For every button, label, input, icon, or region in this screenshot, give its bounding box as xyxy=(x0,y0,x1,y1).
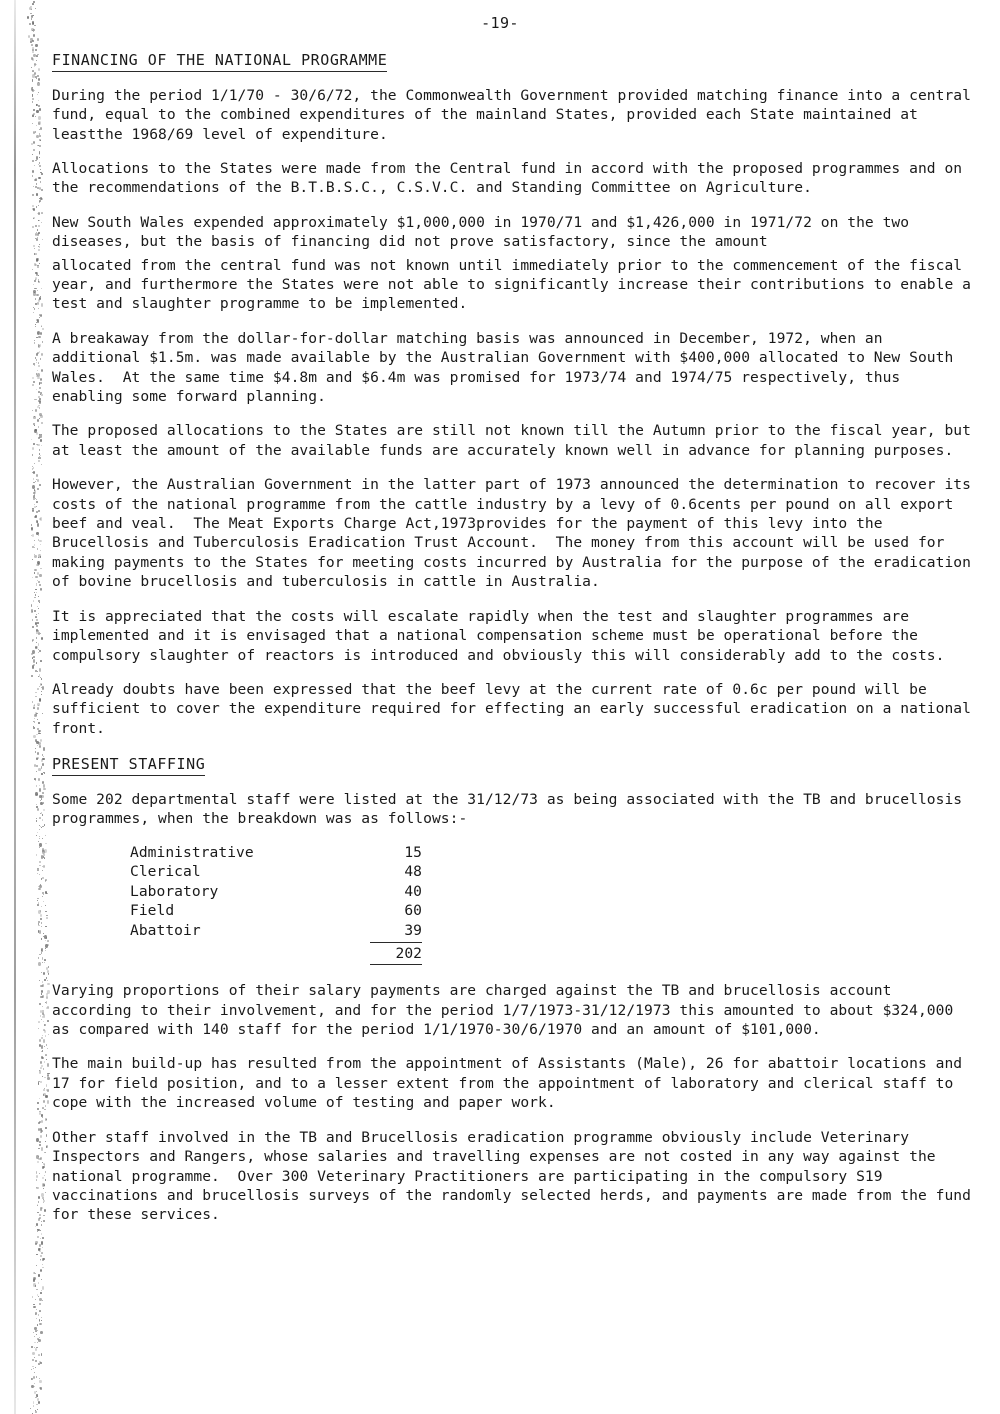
staff-count: 48 xyxy=(404,863,422,881)
paragraph-financing-8: It is appreciated that the costs will escalate rapidly when the test and slaughter programmes are implemented and it is envisaged that a national compensation scheme must be operational before the compulsory slaughter of reactors is introduced and obviously this will considerably add to the costs. xyxy=(52,607,945,664)
paragraph-financing-9: Already doubts have been expressed that the beef levy at the current rate of 0.6c per pound will be sufficient to cover the expenditure required for effecting an early successful eradication on a national front. xyxy=(52,680,980,737)
paragraph-staffing-2: The main build-up has resulted from the appointment of Assistants (Male), 26 for abattoir locations and 17 for field position, and to a lesser extent from the appointment of laboratory and clerical staff to cope with the increased volume of testing and paper work. xyxy=(52,1055,971,1112)
staff-total-label xyxy=(130,942,370,965)
table-row-total xyxy=(130,942,422,965)
table-row xyxy=(130,921,422,942)
table-row xyxy=(130,901,422,921)
table-row xyxy=(130,882,422,902)
paragraph-financing-5: A breakaway from the dollar-for-dollar matching basis was announced in December, 1972, when an additional $1.5m. was made available by the Australian Government with $400,000 allocated to New South Wales. At the same time $4.8m and $6.4m was promised for 1973/74 and 1974/75 respectively, thus enabling some forward planning. xyxy=(52,329,963,406)
staff-label: Administrative xyxy=(130,843,254,861)
paragraph-staffing-3: Other staff involved in the TB and Brucellosis eradication programme obviously include Veterinary Inspectors and Rangers, whose salaries and travelling expenses are not costed in any way against the national programme. Over 300 Veterinary Practitioners are participating in the compulsory S19 vaccinations and brucellosis surveys of the randomly selected herds, and payments are made from the fund for these services. xyxy=(52,1128,980,1224)
paragraph-financing-7: However, the Australian Government in the latter part of 1973 announced the determination to recover its costs of the national programme from the cattle industry by a levy of 0.6cents per pound on all export beef and veal. The Meat Exports Charge Act,1973provides for the payment of this levy into the Brucellosis and Tuberculosis Eradication Trust Account. The money from this account will be used for making payments to the States for meeting costs incurred by Australia for the purpose of the eradication of bovine brucellosis and tuberculosis in cattle in Australia. xyxy=(52,476,980,591)
section-heading-present-staffing: PRESENT STAFFING xyxy=(52,755,205,776)
document-body xyxy=(52,50,980,1240)
section-staffing-heading-wrap xyxy=(52,754,972,776)
page-number: -19- xyxy=(481,14,519,32)
staff-breakdown-table xyxy=(52,843,972,966)
staff-total-count: 202 xyxy=(370,942,422,965)
paragraph-staffing-intro: Some 202 departmental staff were listed at the 31/12/73 as being associated with the TB and brucellosis programmes, when the breakdown was as follows:- xyxy=(52,790,971,828)
staff-label: Field xyxy=(130,902,175,920)
scan-binding-edge xyxy=(26,0,42,1414)
staff-count: 40 xyxy=(404,882,422,900)
paragraph-financing-6: The proposed allocations to the States are still not known till the Autumn prior to the fiscal year, but at least the amount of the available funds are accurately known well in advance for planning purposes. xyxy=(52,422,980,459)
paragraph-financing-3: New South Wales expended approximately $1,000,000 in 1970/71 and $1,426,000 in 1971/72 on the two diseases, but the basis of financing did not prove satisfactory, since the amount xyxy=(52,213,918,251)
staff-label: Abattoir xyxy=(130,922,201,940)
paragraph-staffing-1: Varying proportions of their salary payments are charged against the TB and brucellosis account according to their involvement, and for the period 1/7/1973-31/12/1973 this amounted to about $324,000 as compared with 140 staff for the period 1/1/1970-30/6/1970 and an amount of $101,000. xyxy=(52,982,963,1039)
section-financing-heading-wrap xyxy=(52,50,972,72)
staff-count: 15 xyxy=(404,843,422,861)
paragraph-financing-2: Allocations to the States were made from the Central fund in accord with the proposed programmes and on the recommendations of the B.T.B.S.C., C.S.V.C. and Standing Committee on Agriculture. xyxy=(52,159,971,197)
section-heading-financing: FINANCING OF THE NATIONAL PROGRAMME xyxy=(52,51,387,72)
scan-binding-line xyxy=(14,0,16,1414)
table-row xyxy=(130,843,422,863)
paragraph-financing-1: During the period 1/1/70 - 30/6/72, the Commonwealth Government provided matching finance into a central fund, equal to the combined expenditures of the mainland States, provided each State maintained at leastthe 1968/69 level of expenditure. xyxy=(52,86,980,143)
staff-count: 39 xyxy=(370,921,422,942)
paragraph-financing-4: allocated from the central fund was not known until immediately prior to the commencement of the fiscal year, and furthermore the States were not able to significantly increase their contributions to enable a test and slaughter programme to be implemented. xyxy=(52,256,980,313)
staff-label: Clerical xyxy=(130,863,201,881)
table-row xyxy=(130,862,422,882)
staff-count: 60 xyxy=(404,902,422,920)
staff-label: Laboratory xyxy=(130,882,219,900)
